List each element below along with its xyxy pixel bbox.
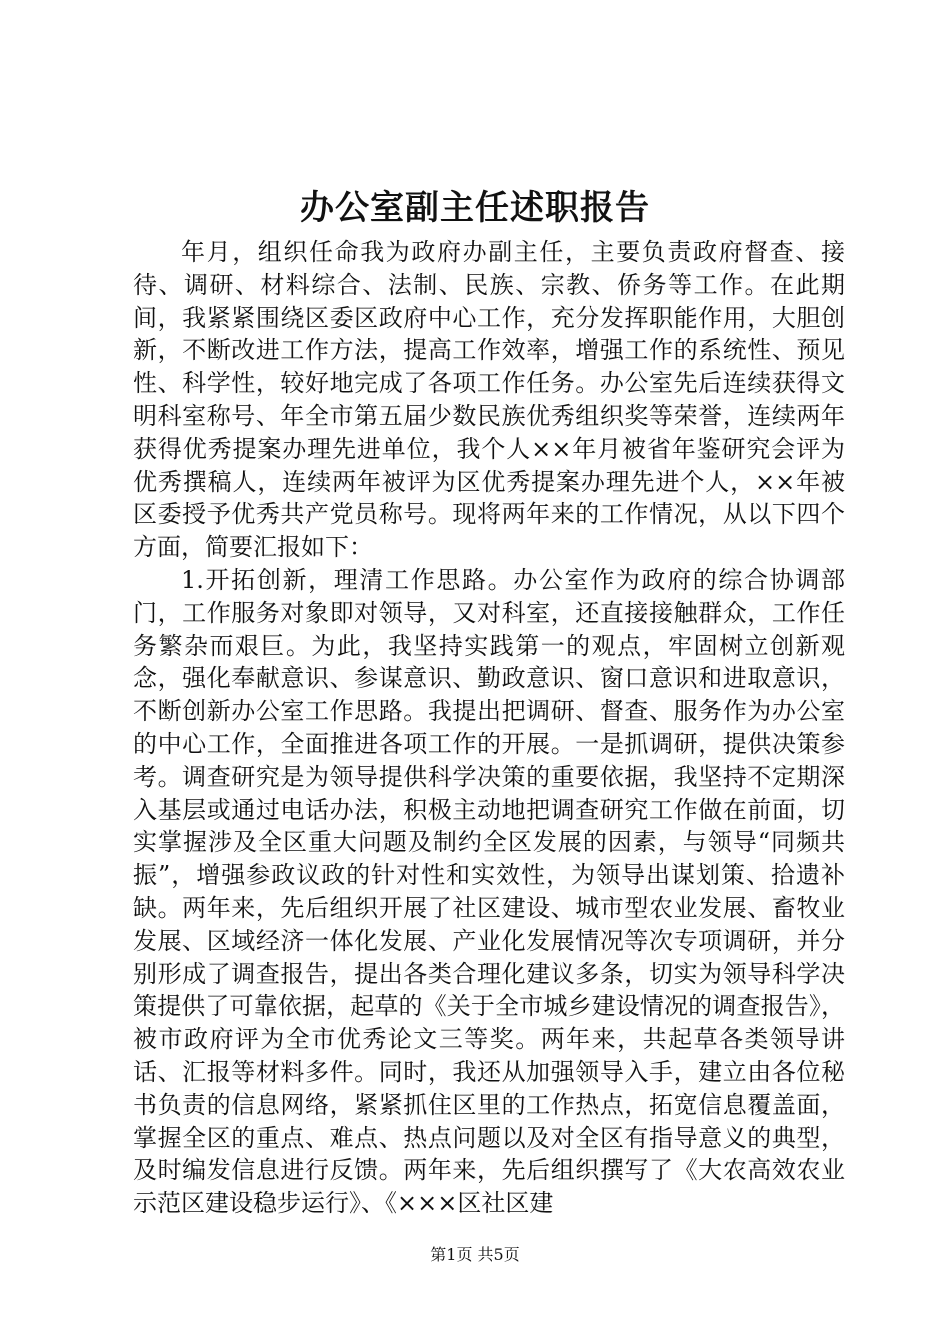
paragraph-intro: 年月，组织任命我为政府办副主任，主要负责政府督查、接待、调研、材料综合、法制、民族、宗教、侨务等工作。在此期间，我紧紧围绕区委区政府中心工作，充分发挥职能作用，大胆创新，不断改进工作方法，提高工作效率，增强工作的系统性、预见性、科学性，较好地完成了各项工作任务。办公室先后连续获得文明科室称号、年全市第五届少数民族优秀组织奖等荣誉，连续两年获得优秀提案办理先进单位，我个人××年月被省年鉴研究会评为优秀撰稿人，连续两年被评为区优秀提案办理先进个人，××年被区委授予优秀共产党员称号。现将两年来的工作情况，从以下四个方面，简要汇报如下： xyxy=(133,238,845,562)
paragraph-section-1: 1.开拓创新，理清工作思路。办公室作为政府的综合协调部门，工作服务对象即对领导，又对科室，还直接接触群众，工作任务繁杂而艰巨。为此，我坚持实践第一的观点，牢固树立创新观念，强化奉献意识、参谋意识、勤政意识、窗口意识和进取意识，不断创新办公室工作思路。我提出把调研、督查、服务作为办公室的中心工作，全面推进各项工作的开展。一是抓调研，提供决策参考。调查研究是为领导提供科学决策的重要依据，我坚持不定期深入基层或通过电话办法，积极主动地把调查研究工作做在前面，切实掌握涉及全区重大问题及制约全区发展的因素，与领导“同频共振”，增强参政议政的针对性和实效性，为领导出谋划策、拾遗补缺。两年来，先后组织开展了社区建设、城市型农业发展、畜牧业发展、区域经济一体化发展、产业化发展情况等次专项调研，并分别形成了调查报告，提出各类合理化建议多条，切实为领导科学决策提供了可靠依据，起草的《关于全市城乡建设情况的调查报告》，被市政府评为全市优秀论文三等奖。两年来，共起草各类领导讲话、汇报等材料多件。同时，我还从加强领导入手，建立由各位秘书负责的信息网络，紧紧抓住区里的工作热点，拓宽信息覆盖面，掌握全区的重点、难点、热点问题以及对全区有指导意义的典型，及时编发信息进行反馈。两年来，先后组织撰写了《大农高效农业示范区建设稳步运行》、《×××区社区建 xyxy=(133,565,845,1218)
document-title: 办公室副主任述职报告 xyxy=(300,188,650,228)
document-body xyxy=(133,236,845,1220)
page-footer: 第1页 共5页 xyxy=(430,1245,520,1264)
